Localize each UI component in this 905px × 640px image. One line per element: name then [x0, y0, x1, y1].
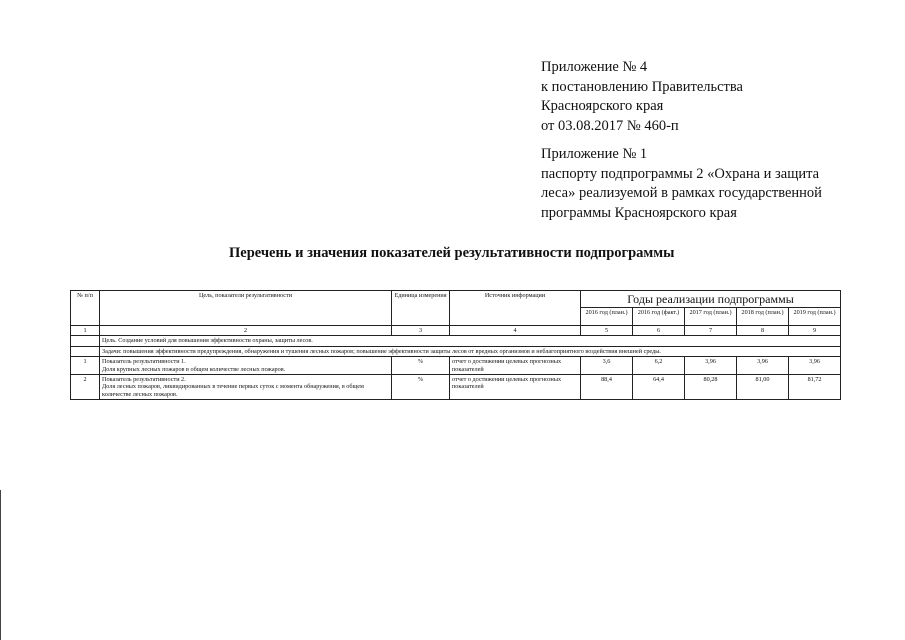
- column-number: 5: [581, 326, 633, 336]
- indicators-table: [70, 290, 841, 400]
- goal-text: Цель. Создание условий для повышения эффективности охраны, защиты лесов.: [100, 336, 841, 346]
- column-number: 4: [450, 326, 581, 336]
- row-value: 81,00: [737, 375, 789, 400]
- header-year: 2016 год (план.): [581, 308, 633, 326]
- header-unit: Единица измерения: [392, 291, 450, 326]
- table-row: [71, 357, 841, 375]
- header-year: 2018 год (план.): [737, 308, 789, 326]
- indicator-title: Показатель результативности 2.: [102, 376, 186, 384]
- appendix-header-1: [541, 58, 743, 136]
- appendix-line: Приложение № 1: [541, 146, 648, 162]
- column-numbers-row: [71, 326, 841, 336]
- row-num: 2: [71, 375, 100, 400]
- appendix-line: Красноярского края: [541, 98, 664, 114]
- row-source: отчет о достижении целевых прогнозных показателей: [450, 375, 581, 400]
- header-source: Источник информации: [450, 291, 581, 326]
- row-value: 81,72: [789, 375, 841, 400]
- column-number: 1: [71, 326, 100, 336]
- appendix-header-2: [541, 145, 822, 223]
- row-unit: %: [392, 375, 450, 400]
- task-text: Задачи: повышения эффективности предупреждения, обнаружения и тушения лесных пожаров; повышение эффективности защиты лесов от вредных организмов и неблагоприятного воздействия внешней среды.: [100, 346, 841, 356]
- column-number: 6: [633, 326, 685, 336]
- indicator-title: Показатель результативности 1.: [102, 358, 186, 366]
- indicator-description: Доля крупных лесных пожаров в общем количестве лесных пожаров.: [102, 365, 286, 373]
- header-year: 2019 год (план.): [789, 308, 841, 326]
- row-source: отчет о достижении целевых прогнозных показателей: [450, 357, 581, 375]
- header-year: 2017 год (план.): [685, 308, 737, 326]
- appendix-line: к постановлению Правительства: [541, 78, 743, 95]
- appendix-line: леса» реализуемой в рамках государственной: [541, 185, 822, 201]
- row-value: 3,96: [737, 357, 789, 375]
- row-indicator: [100, 357, 392, 375]
- column-number: 9: [789, 326, 841, 336]
- header-num: № п/п: [71, 291, 100, 326]
- column-number: 2: [100, 326, 392, 336]
- header-year: 2016 год (факт.): [633, 308, 685, 326]
- row-value: 80,28: [685, 375, 737, 400]
- header-years-group: Годы реализации подпрограммы: [581, 291, 841, 308]
- appendix-line: паспорту подпрограммы 2 «Охрана и защита: [541, 165, 820, 182]
- row-value: 64,4: [633, 375, 685, 400]
- goal-row: [71, 336, 841, 346]
- document-title: Перечень и значения показателей результативности подпрограммы: [229, 245, 675, 261]
- appendix-line: Приложение № 4: [541, 59, 648, 75]
- column-number: 3: [392, 326, 450, 336]
- appendix-line: от 03.08.2017 № 460-п: [541, 117, 679, 134]
- task-row: [71, 346, 841, 356]
- column-number: 7: [685, 326, 737, 336]
- row-value: 6,2: [633, 357, 685, 375]
- scan-edge-line: [0, 490, 1, 640]
- header-goal: Цель, показатели результативности: [100, 291, 392, 326]
- row-value: 88,4: [581, 375, 633, 400]
- row-value: 3,96: [789, 357, 841, 375]
- indicator-description: Доля лесных пожаров, ликвидированных в течение первых суток с момента обнаружения, в общем количестве лесных пожаров.: [102, 383, 364, 398]
- row-value: 3,6: [581, 357, 633, 375]
- row-num: 1: [71, 357, 100, 375]
- table-row: [71, 375, 841, 400]
- appendix-line: программы Красноярского края: [541, 204, 737, 221]
- row-value: 3,96: [685, 357, 737, 375]
- row-indicator: [100, 375, 392, 400]
- row-unit: %: [392, 357, 450, 375]
- column-number: 8: [737, 326, 789, 336]
